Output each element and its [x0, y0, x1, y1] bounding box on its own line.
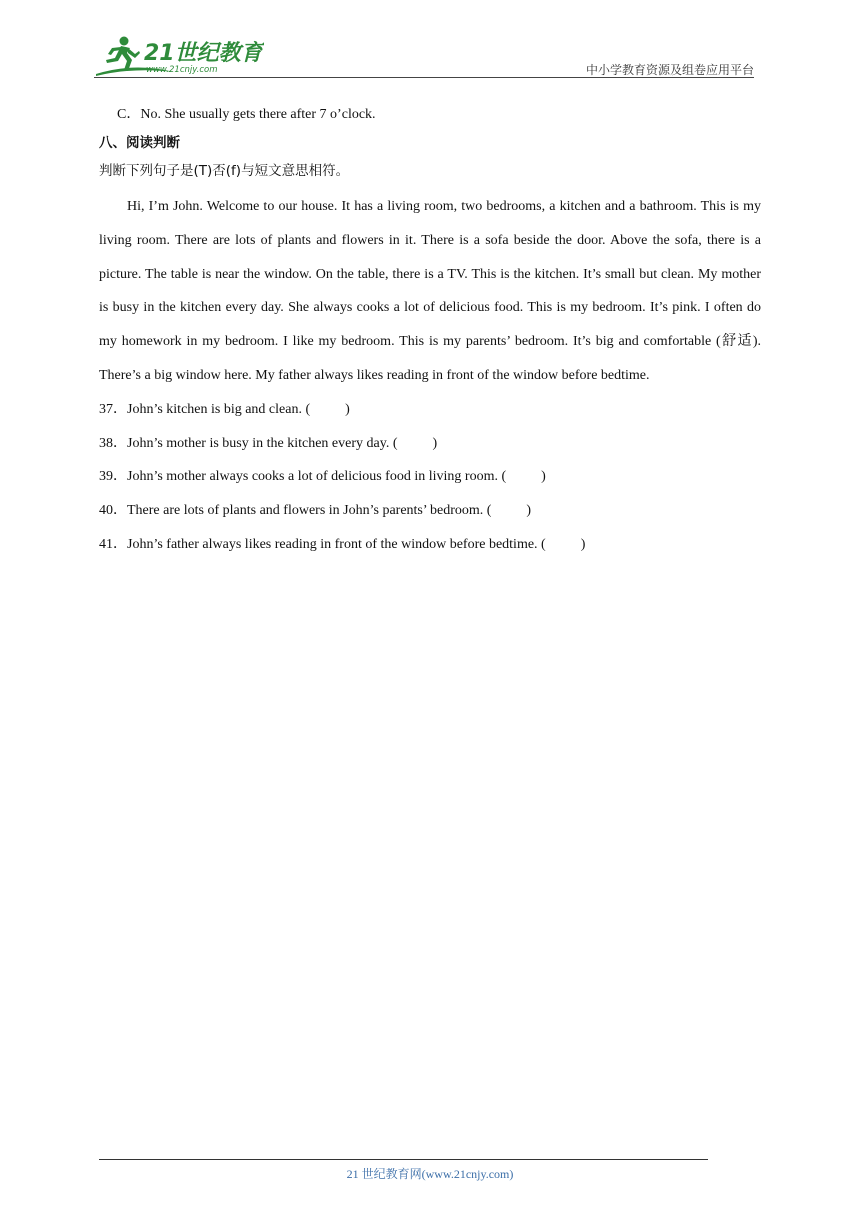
question-number: 37． [99, 401, 127, 417]
header-divider [94, 77, 754, 78]
question-item [99, 393, 761, 427]
question-number: 41． [99, 536, 127, 552]
question-list [99, 393, 761, 562]
question-number: 39． [99, 469, 127, 485]
section-title: 八、阅读判断 [99, 135, 180, 151]
site-logo [94, 34, 264, 78]
question-item [99, 528, 761, 562]
question-text: John’s kitchen is big and clean. ( ) [127, 401, 350, 417]
footer-divider [99, 1159, 708, 1160]
logo-graphic [94, 34, 264, 78]
page-header [0, 0, 860, 80]
document-body [99, 104, 761, 562]
question-item [99, 494, 761, 528]
question-item [99, 460, 761, 494]
question-text: John’s mother is busy in the kitchen every day. ( ) [127, 435, 438, 451]
question-item [99, 427, 761, 461]
question-text: There are lots of plants and flowers in John’s parents’ bedroom. ( ) [127, 503, 532, 519]
section-instruction: 判断下列句子是(T)否(f)与短文意思相符。 [99, 163, 350, 179]
reading-passage: Hi, I’m John. Welcome to our house. It has a living room, two bedrooms, a kitchen and a bathroom. This is my living room. There are lots of plants and flowers in it. There is a sofa beside the door. Above the sofa, there is a picture. The table is near the window. On the table, there is a TV. This is the kitchen. It’s small but clean. My mother is busy in the kitchen every day. She always cooks a lot of delicious food. This is my bedroom. It’s pink. I often do my homework in my bedroom. I like my bedroom. This is my parents’ bedroom. It’s big and comfortable (舒适). There’s a big window here. My father always likes reading in front of the window before bedtime. [99, 199, 761, 383]
question-number: 40． [99, 503, 127, 519]
previous-question-option: C．No. She usually gets there after 7 o’clock. [117, 107, 376, 122]
question-text: John’s father always likes reading in front of the window before bedtime. ( ) [127, 536, 586, 552]
logo-brand-text: 21世纪教育 [144, 41, 263, 66]
header-platform-text: 中小学教育资源及组卷应用平台 [585, 63, 754, 77]
logo-url-text: www.21cnjy.com [146, 65, 218, 75]
footer-site-text: 21 世纪教育网(www.21cnjy.com) [346, 1167, 514, 1181]
question-number: 38． [99, 435, 127, 451]
question-text: John’s mother always cooks a lot of delicious food in living room. ( ) [127, 469, 546, 485]
